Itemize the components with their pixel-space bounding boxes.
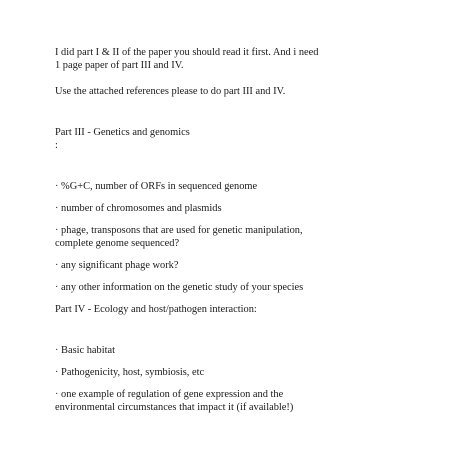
references-instruction: Use the attached references please to do part III and IV. — [55, 86, 286, 97]
part-3-heading: Part III - Genetics and genomics — [55, 127, 190, 138]
document-page — [55, 46, 420, 414]
part-4-heading: Part IV - Ecology and host/pathogen interaction: — [55, 304, 257, 315]
part-3-colon: : — [55, 140, 58, 151]
part-3-bullet-phage-transposons-cont: complete genome sequenced? — [55, 238, 180, 249]
part-3-bullet-phage-work: · any significant phage work? — [55, 260, 179, 271]
part-3-bullet-gc-orfs: · %G+C, number of ORFs in sequenced genome — [55, 181, 258, 192]
part-3-bullet-phage-transposons: · phage, transposons that are used for genetic manipulation, — [55, 225, 303, 236]
part-4-bullet-gene-regulation: · one example of regulation of gene expression and the — [55, 389, 284, 400]
part-3-bullet-other-info: · any other information on the genetic study of your species — [55, 282, 304, 293]
intro-line-2: 1 page paper of part III and IV. — [55, 60, 184, 71]
intro-line-1: I did part I & II of the paper you should read it first. And i need — [55, 47, 319, 58]
part-4-bullet-gene-regulation-cont: environmental circumstances that impact it (if available!) — [55, 402, 294, 413]
part-4-bullet-pathogenicity: · Pathogenicity, host, symbiosis, etc — [55, 367, 205, 378]
part-4-bullet-habitat: · Basic habitat — [55, 345, 116, 356]
part-3-bullet-chromosomes: · number of chromosomes and plasmids — [55, 203, 222, 214]
